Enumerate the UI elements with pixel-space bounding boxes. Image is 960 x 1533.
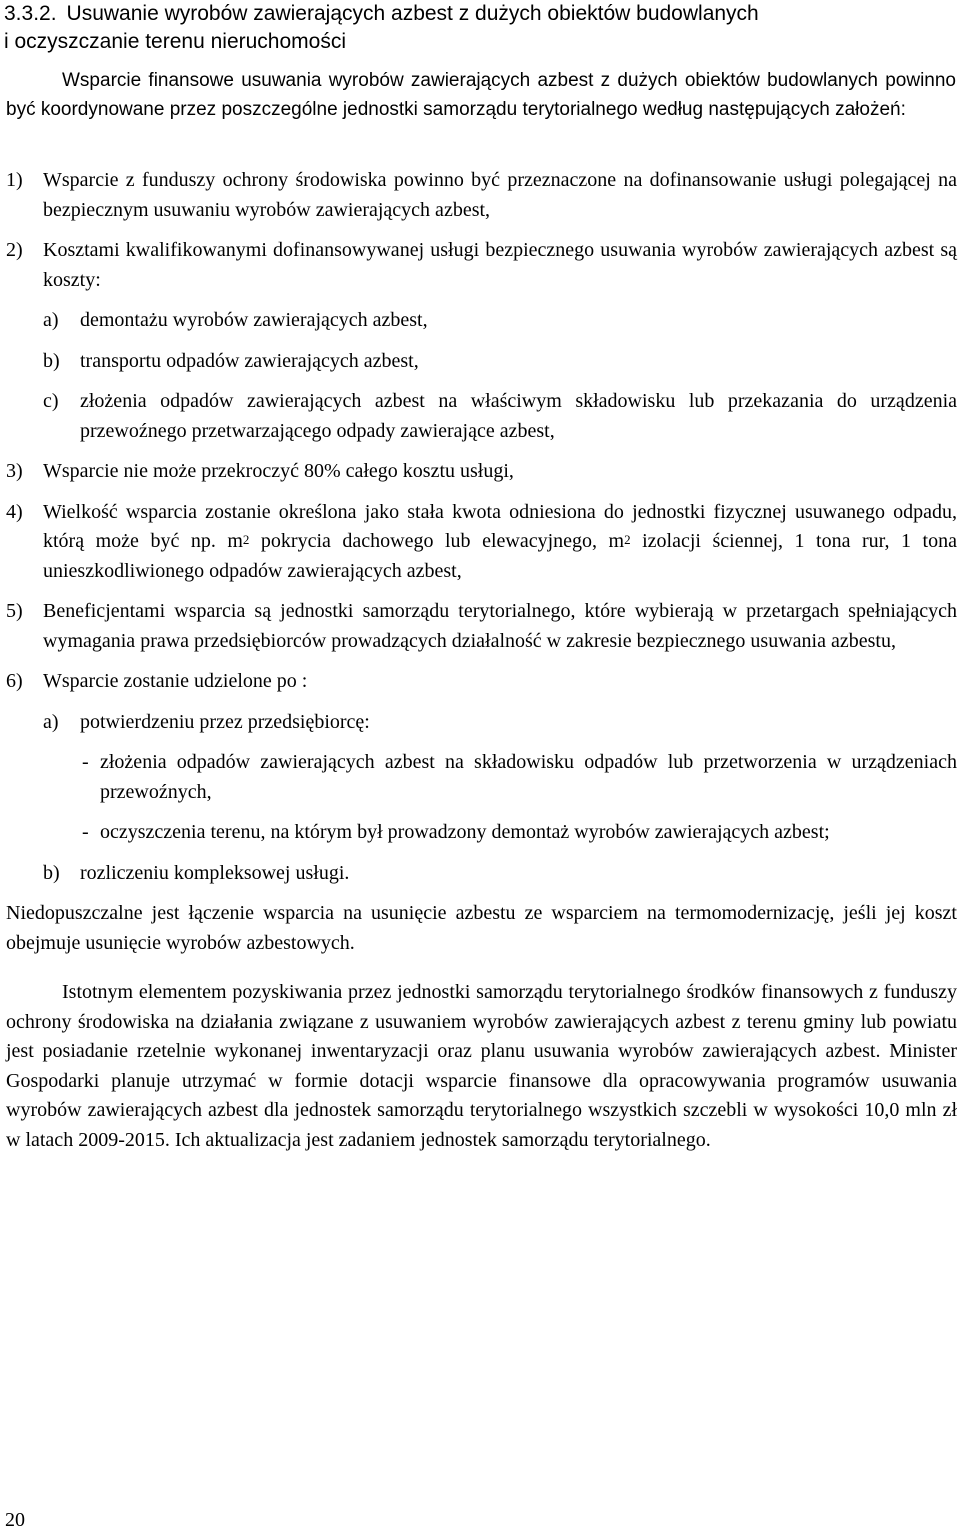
- page-number: 20: [5, 1509, 25, 1531]
- list-item-2b-label: b): [43, 349, 60, 372]
- list-item-2a-label: a): [43, 309, 59, 331]
- list-item-6a-dash-1: [6, 748, 957, 807]
- list-item-6b-label: b): [43, 861, 60, 884]
- dash-1-label: -: [82, 751, 89, 773]
- list-item-2-label: 2): [6, 239, 23, 261]
- list-item-1-label: 1): [6, 169, 23, 191]
- heading-title-part-2: i oczyszczanie terenu nieruchomości: [4, 30, 346, 53]
- list-item-6: [6, 667, 957, 697]
- section-heading: [4, 0, 954, 56]
- list-item-2: [6, 236, 957, 295]
- list-item-4-text-part-1: Wielkość wsparcia zostanie określona jako stała kwota odniesiona do jednostki fizycznej usuwanego odpadu, którą może być np. m: [43, 500, 957, 552]
- list-item-5-text: Beneficjentami wsparcia są jednostki samorządu terytorialnego, które wybierają w przetargach spełniających wymagania prawa przedsiębiorców prowadzących działalność w zakresie bezpiecznego usuwania azbestu,: [43, 600, 957, 652]
- list-item-6-text: Wsparcie zostanie udzielone po :: [43, 670, 308, 692]
- list-item-6b: [6, 859, 957, 889]
- superscript-2: 2: [242, 532, 250, 547]
- list-item-3-text: Wsparcie nie może przekroczyć 80% całego kosztu usługi,: [43, 460, 514, 482]
- intro-paragraph: Wsparcie finansowe usuwania wyrobów zawierających azbest z dużych obiektów budowlanych powinno być koordynowane przez poszczególne jednostki samorządu terytorialnego według następujących założeń:: [6, 70, 956, 120]
- list-item-6a-label: a): [43, 710, 59, 733]
- heading-title-part-1: Usuwanie wyrobów zawierających azbest z dużych obiektów budowlanych: [66, 2, 759, 25]
- paragraph-no-combining: Niedopuszczalne jest łączenie wsparcia na usunięcie azbestu ze wsparciem na termomodernizację, jeśli jej koszt obejmuje usunięcie wyrobów azbestowych.: [6, 902, 957, 954]
- list-item-2a-text: demontażu wyrobów zawierających azbest,: [80, 309, 428, 331]
- dash-1-text: złożenia odpadów zawierających azbest na składowisku odpadów lub przetworzenia w urządzeniach przewoźnych,: [100, 751, 957, 803]
- superscript-2: 2: [624, 532, 631, 547]
- list-item-2b: [6, 347, 957, 377]
- list-item-1-text: Wsparcie z funduszy ochrony środowiska powinno być przeznaczone na dofinansowanie usługi polegającej na bezpiecznym usuwaniu wyrobów zawierających azbest,: [43, 169, 957, 221]
- list-item-4-text-part-3: izolacji ściennej, 1 tona rur, 1 tona unieszkodliwionego odpadów zawierających azbest,: [43, 530, 957, 582]
- list-item-2a: [6, 306, 957, 336]
- list-item-5: [6, 597, 957, 656]
- list-item-3-label: 3): [6, 460, 23, 482]
- heading-line-1: [4, 0, 954, 28]
- paragraph-inventory: Istotnym elementem pozyskiwania przez jednostki samorządu terytorialnego środków finansowych z funduszy ochrony środowiska na działania związane z usuwaniem wyrobów zawierających azbest z terenu gminy lub powiatu jest posiadanie rzetelnie wykonanej inwentaryzacji oraz planu usuwania wyrobów zawierających azbest. Minister Gospodarki planuje utrzymać w formie dotacji wsparcie finansowe dla opracowywania programów usuwania wyrobów zawierających azbest dla jednostek samorządu terytorialnego wszystkich szczebli w wysokości 10,0 mln zł w latach 2009-2015. Ich aktualizacja jest zadaniem jednostek samorządu terytorialnego.: [6, 981, 957, 1151]
- section-number: 3.3.2.: [4, 2, 57, 25]
- document-body: [6, 166, 957, 1166]
- list-item-2c-label: c): [43, 390, 59, 412]
- list-item-6-label: 6): [6, 670, 23, 692]
- list-item-2-text: Kosztami kwalifikowanymi dofinansowywanej usługi bezpiecznego usuwania wyrobów zawierających azbest są koszty:: [43, 239, 957, 291]
- list-item-4-text-part-2: pokrycia dachowego lub elewacyjnego, m: [249, 530, 625, 552]
- list-item-4-label: 4): [6, 500, 23, 523]
- list-item-6a: [6, 708, 957, 738]
- list-item-4: [6, 498, 957, 587]
- list-item-3: [6, 457, 957, 487]
- dash-2-text: oczyszczenia terenu, na którym był prowadzony demontaż wyrobów zawierających azbest;: [100, 821, 830, 843]
- list-item-2b-text: transportu odpadów zawierających azbest,: [80, 349, 419, 372]
- list-item-6a-dash-2: [6, 818, 957, 848]
- list-item-1: [6, 166, 957, 225]
- list-item-6b-text: rozliczeniu kompleksowej usługi.: [80, 861, 350, 884]
- dash-2-label: -: [82, 821, 89, 843]
- list-item-6a-text: potwierdzeniu przez przedsiębiorcę:: [80, 710, 370, 733]
- list-item-2c: [6, 387, 957, 446]
- list-item-2c-text: złożenia odpadów zawierających azbest na właściwym składowisku lub przekazania do urządzenia przewoźnego przetwarzającego odpady zawierające azbest,: [80, 390, 957, 442]
- list-item-5-label: 5): [6, 600, 23, 622]
